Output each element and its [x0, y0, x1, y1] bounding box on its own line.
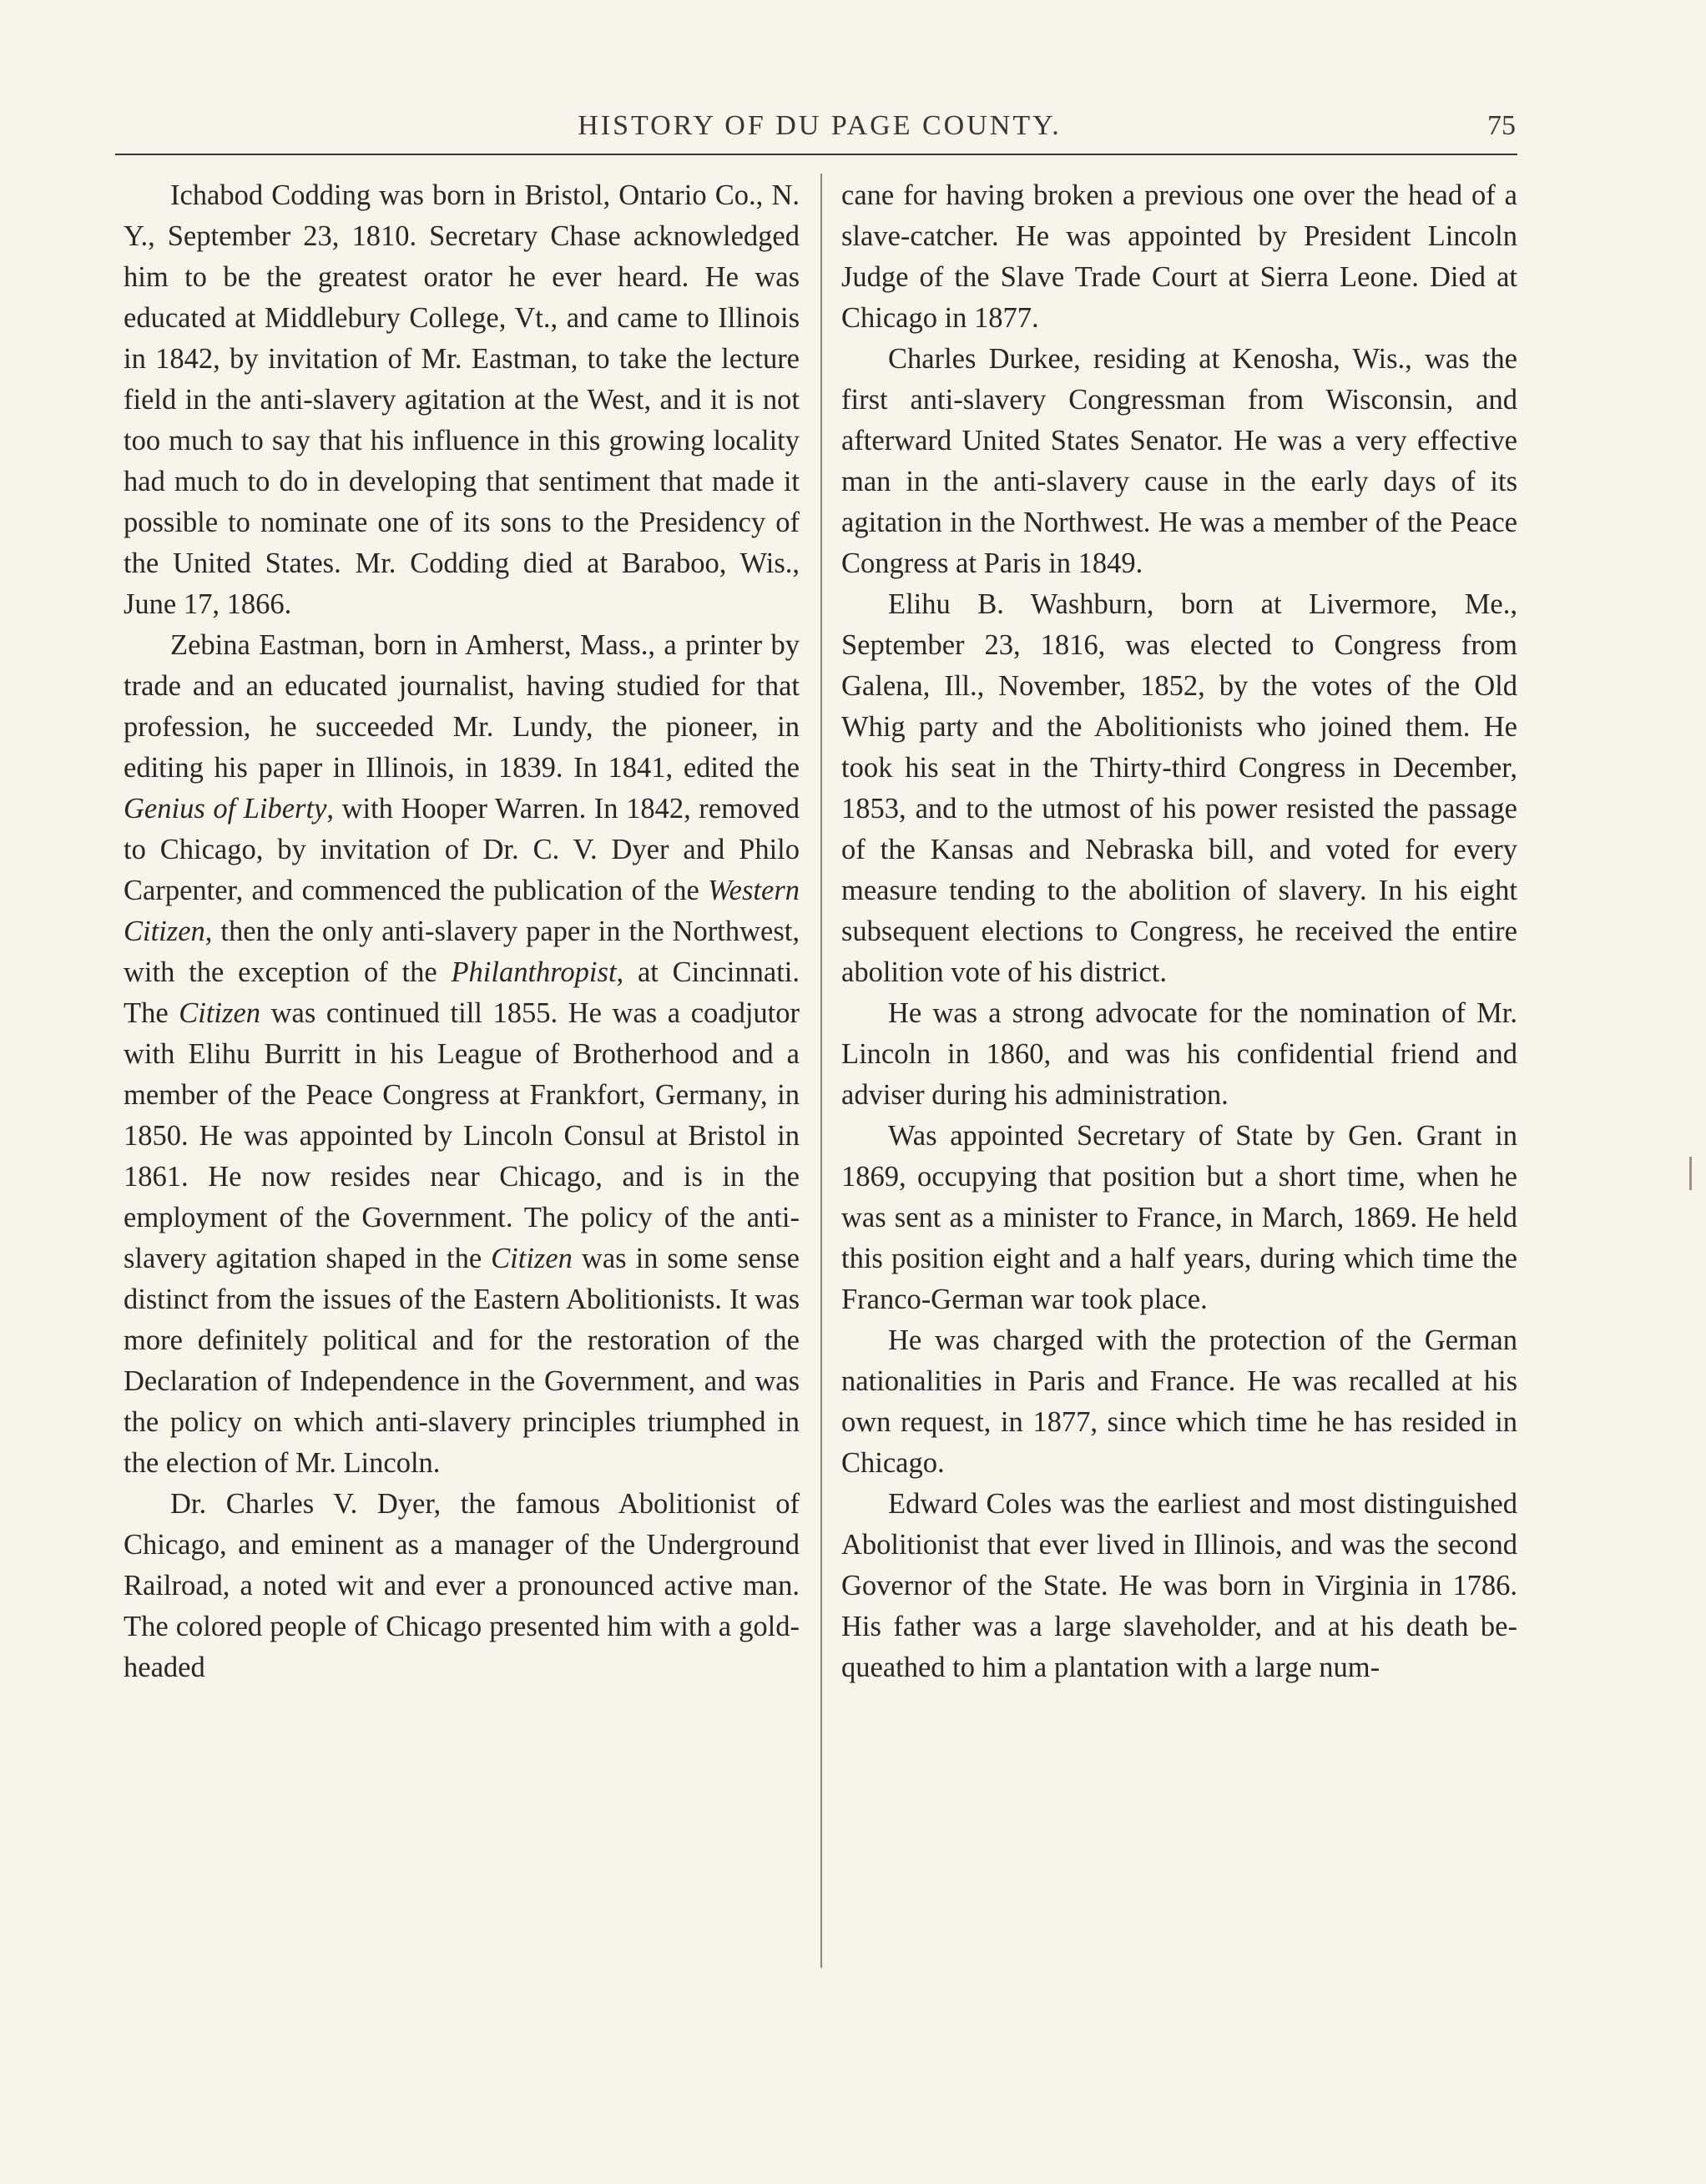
text-run: , at Cincinnati. The [124, 956, 800, 1029]
page-header [124, 110, 1516, 149]
italic-title: Citizen [179, 997, 261, 1029]
right-column [841, 175, 1517, 1688]
text-run: , with Hooper Warren. In 1842, removed to Chicago, by invitation of Dr. C. V. Dyer and Philo Carpenter, and commenced the publication of the [124, 793, 800, 906]
paragraph [841, 175, 1517, 339]
page-mark [1689, 1157, 1692, 1190]
text-run: Charles Durkee, residing at Kenosha, Wis., was the first anti-slavery Congressman from Wisconsin, and afterward United States Senator. He was a very effective man in the anti-slavery cause in the early days of its agitation in the Northwest. He was a member of the Peace Congress at Paris in 1849. [841, 343, 1517, 579]
text-run: Was appointed Secretary of State by Gen. Grant in 1869, occupying that position but a short time, when he was sent as a minister to France, in March, 1869. He held this position eight and a half years, during which time the Franco-German war took place. [841, 1120, 1517, 1315]
page-number: 75 [1487, 110, 1516, 141]
text-run: He was a strong advocate for the nomination of Mr. Lincoln in 1860, and was his confidential friend and adviser during his administration. [841, 997, 1517, 1111]
text-run: was in some sense distinct from the issues of the Eastern Abolitionists. It was more definitely political and for the restoration of the Declaration of Independence in the Government, and was the policy on which anti-slavery principles triumphed in the election of Mr. Lincoln. [124, 1243, 800, 1479]
header-rule [115, 154, 1517, 155]
text-run: He was charged with the protection of the German nationalities in Paris and France. He was recalled at his own request, in 1877, since which time he has resided in Chicago. [841, 1324, 1517, 1479]
running-title: HISTORY OF DU PAGE COUNTY. [578, 110, 1062, 141]
text-run: cane for having broken a previous one over the head of a slave-catcher. He was appointed by President Lincoln Judge of the Slave Trade Court at Sierra Leone. Died at Chicago in 1877. [841, 179, 1517, 334]
paragraph [841, 339, 1517, 584]
column-divider [820, 174, 822, 1968]
text-run: Dr. Charles V. Dyer, the famous Abolitionist of Chicago, and eminent as a manager of the Underground Railroad, a noted wit and ever a pronounced active man. The colored people of Chicago presented him with a gold-headed [124, 1488, 800, 1683]
text-run: Ichabod Codding was born in Bristol, Ontario Co., N. Y., September 23, 1810. Secretary Chase acknowledged him to be the greatest orator he ever heard. He was educated at Middlebury College, Vt., and came to Illinois in 1842, by invitation of Mr. Eastman, to take the lecture field in the anti-slavery agitation at the West, and it is not too much to say that his influence in this growing locality had much to do in developing that sentiment that made it possible to nominate one of its sons to the Presidency of the United States. Mr. Codding died at Baraboo, Wis., June 17, 1866. [124, 179, 800, 620]
paragraph [841, 584, 1517, 993]
paragraph [841, 1320, 1517, 1484]
paragraph [124, 1484, 800, 1688]
italic-title: Citizen [491, 1243, 573, 1274]
text-run: was continued till 1855. He was a coadjutor with Elihu Burritt in his League of Brotherhood and a member of the Peace Congress at Frankfort, Germany, in 1850. He was appointed by Lincoln Consul at Bristol in 1861. He now resides near Chicago, and is in the employment of the Government. The policy of the anti-slavery agitation shaped in the [124, 997, 800, 1274]
text-run: Zebina Eastman, born in Amherst, Mass., a printer by trade and an educated journalist, having studied for that profession, he succeeded Mr. Lundy, the pioneer, in editing his paper in Illinois, in 1839. In 1841, edited the [124, 629, 800, 784]
paragraph [841, 993, 1517, 1116]
paragraph [124, 625, 800, 1484]
italic-title: Western Citizen [124, 875, 800, 947]
italic-title: Philanthropist [451, 956, 617, 988]
left-column [124, 175, 800, 1688]
paragraph [124, 175, 800, 625]
text-run: , then the only anti-slavery paper in the Northwest, with the exception of the [124, 915, 800, 988]
paragraph [841, 1484, 1517, 1688]
paragraph [841, 1116, 1517, 1320]
text-run: Edward Coles was the earliest and most distinguished Abolitionist that ever lived in Illinois, and was the second Governor of the State. He was born in Virginia in 1786. His father was a large slaveholder, and at his death bequeathed to him a plantation with a large num- [841, 1488, 1517, 1683]
text-run: Elihu B. Washburn, born at Livermore, Me., September 23, 1816, was elected to Congress from Galena, Ill., November, 1852, by the votes of the Old Whig party and the Abolitionists who joined them. He took his seat in the Thirty-third Congress in December, 1853, and to the utmost of his power resisted the passage of the Kansas and Nebraska bill, and voted for every measure tending to the abolition of slavery. In his eight subsequent elections to Congress, he received the entire abolition vote of his district. [841, 588, 1517, 988]
italic-title: Genius of Liberty [124, 793, 327, 825]
